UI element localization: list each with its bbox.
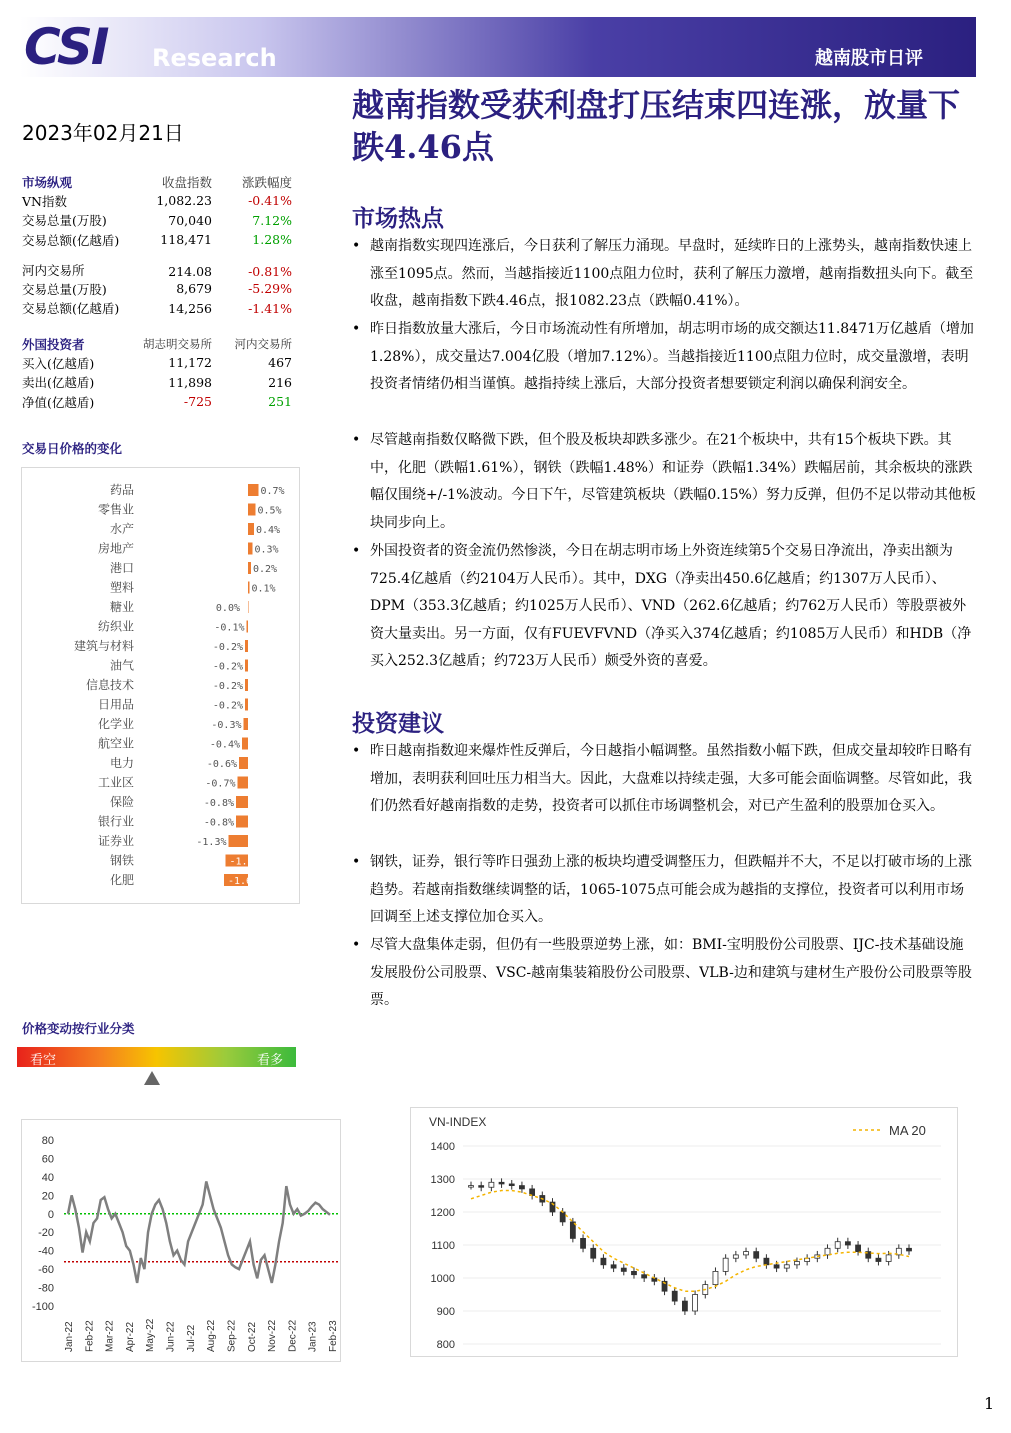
candle-body xyxy=(591,1248,596,1258)
bar-category-label: 航空业 xyxy=(97,736,134,751)
bar-value-label: -1.6% xyxy=(228,876,259,887)
candle-body xyxy=(601,1258,606,1265)
bar-category-label: 钢铁 xyxy=(109,853,134,868)
bar-value-label: 0.3% xyxy=(254,544,279,556)
hot-bullet: • 尽管越南指数仅略微下跌，但个股及板块却跌多涨少。在21个板块中，共有15个板块下跌。其中，化肥（跌幅1.61%），钢铁（跌幅1.48%）和证券（跌幅1.34%）跌幅居前，其余板块的涨跌幅仅围绕+/-1%波动。今日下午，尽管建筑板块（跌幅0.15%）努力反弹，但仍不足以带动其他板块同步向上。 xyxy=(352,427,976,537)
candle-body xyxy=(499,1182,504,1184)
page-number: 1 xyxy=(984,1394,995,1413)
x-tick-label: Mar-22 xyxy=(104,1320,116,1352)
hot-bullet: • 外国投资者的资金流仍然惨淡，今日在胡志明市场上外资连续第5个交易日净流出，净卖出额为725.4亿越盾（约2104万人民币）。其中，DXG（净卖出450.6亿越盾；约1307万人民币）、DPM（353.3亿越盾；约1025万人民币）、VND（262.6亿越盾；约762万人民币）等股票被外资大量卖出。另一方面，仅有FUEVFVND（净买入374亿越盾；约1085万人民币）和HDB（净买入252.3亿越盾；约723万人民币）颇受外资的喜爱。 xyxy=(352,538,976,676)
row-change: -0.81% xyxy=(248,264,292,280)
advice-section-title: 投资建议 xyxy=(352,710,444,737)
bar-value-label: -1.3% xyxy=(196,837,227,848)
y-tick-label: -100 xyxy=(31,1301,54,1313)
y-tick-label: -20 xyxy=(38,1227,54,1240)
bar-category-label: 水产 xyxy=(109,522,134,536)
bar xyxy=(247,621,249,633)
bar-category-label: 化肥 xyxy=(109,873,134,887)
bar xyxy=(245,699,248,711)
bar-value-label: -0.2% xyxy=(212,681,243,692)
bar-category-label: 信息技术 xyxy=(85,678,134,692)
bar xyxy=(245,640,248,652)
candle-body xyxy=(744,1252,749,1255)
bar-value-label: -0.7% xyxy=(205,778,236,790)
bar-category-label: 油气 xyxy=(109,658,134,673)
candle-body xyxy=(509,1184,514,1186)
bar xyxy=(245,679,248,691)
y-tick-label: 1100 xyxy=(431,1240,455,1252)
row-value: 214.08 xyxy=(168,264,212,280)
y-tick-label: -80 xyxy=(38,1282,54,1295)
candle-body xyxy=(835,1242,840,1249)
bar-category-label: 塑料 xyxy=(109,580,134,595)
x-tick-label: Aug-22 xyxy=(206,1319,218,1352)
bar-value-label: 0.5% xyxy=(257,505,282,517)
row-change: 1.28% xyxy=(252,232,292,248)
candle-body xyxy=(672,1291,677,1301)
bar-chart-heading: 交易日价格的变化 xyxy=(22,441,123,456)
bar-value-label: -0.2% xyxy=(212,642,243,653)
x-tick-label: Jan-22 xyxy=(64,1321,75,1352)
bar xyxy=(238,777,249,789)
candle-body xyxy=(723,1258,728,1271)
candle-body xyxy=(519,1186,524,1189)
y-tick-label: 80 xyxy=(41,1135,54,1147)
foreign-header xyxy=(22,334,292,353)
vn-index-chart-frame xyxy=(410,1107,958,1357)
candle-body xyxy=(581,1238,586,1248)
y-tick-label: 60 xyxy=(41,1153,54,1166)
row-value: 118,471 xyxy=(160,232,212,248)
candle-body xyxy=(713,1271,718,1284)
bar-value-label: -0.4% xyxy=(209,739,240,751)
y-tick-label: 1000 xyxy=(430,1273,455,1285)
bearish-label: 看空 xyxy=(30,1053,57,1068)
sentiment-line-chart xyxy=(22,1120,340,1361)
candle-body xyxy=(886,1255,891,1262)
candle-body xyxy=(856,1245,861,1252)
row-hcm: 11,172 xyxy=(168,355,212,371)
bar-category-label: 化学业 xyxy=(97,717,134,731)
row-hn: 467 xyxy=(268,355,292,371)
bar-value-label: 0.1% xyxy=(251,583,276,595)
market-overview-heading: 市场纵观 xyxy=(22,174,73,190)
candle-body xyxy=(560,1212,565,1222)
row-value: 70,040 xyxy=(168,212,212,228)
ma20-line xyxy=(471,1191,909,1292)
row-value: 1,082.23 xyxy=(156,193,212,209)
y-tick-label: 1200 xyxy=(430,1207,455,1219)
market-overview-header xyxy=(22,172,292,191)
bar xyxy=(248,523,254,535)
bar-category-label: 港口 xyxy=(109,561,134,575)
bullish-label: 看多 xyxy=(257,1053,284,1068)
foreign-investors-table xyxy=(22,334,292,411)
bar-category-label: 保险 xyxy=(109,795,134,809)
bar-value-label: 0.7% xyxy=(260,486,285,497)
y-tick-label: 1300 xyxy=(430,1174,455,1186)
candle-body xyxy=(907,1248,912,1251)
bar xyxy=(248,543,253,555)
row-label: 河内交易所 xyxy=(22,263,85,279)
candle-body xyxy=(682,1301,687,1311)
row-value: 8,679 xyxy=(176,281,212,297)
market-overview-row xyxy=(22,211,292,230)
x-tick-label: Nov-22 xyxy=(267,1319,279,1352)
y-tick-label: 1400 xyxy=(430,1141,455,1153)
bar-value-label: -0.6% xyxy=(206,759,237,770)
bar xyxy=(248,601,249,613)
row-change: 7.12% xyxy=(252,212,292,228)
market-overview-row xyxy=(22,191,292,210)
col-close: 收盘指数 xyxy=(161,174,212,190)
report-title: 越南指数受获利盘打压结束四连涨，放量下跌4.46点 xyxy=(352,86,961,166)
x-tick-label: Jul-22 xyxy=(185,1324,197,1352)
bar-value-label: -0.2% xyxy=(212,700,243,712)
candle-body xyxy=(733,1255,738,1258)
x-tick-label: Feb-22 xyxy=(84,1320,96,1352)
bar-category-label: 银行业 xyxy=(97,814,134,829)
y-tick-label: 40 xyxy=(41,1171,54,1184)
market-overview-row xyxy=(22,230,292,249)
row-label: 卖出(亿越盾) xyxy=(22,375,95,391)
report-type: 越南股市日评 xyxy=(815,48,923,69)
report-date: 2023年02月21日 xyxy=(22,121,184,145)
row-change: -1.41% xyxy=(248,300,292,316)
candle-body xyxy=(754,1252,759,1259)
hot-bullet: • 昨日指数放量大涨后，今日市场流动性有所增加，胡志明市场的成交额达11.8471万亿越盾（增加1.28%），成交量达7.004亿股（增加7.12%）。当越指接近1100点阻力位时，成交量激增，表明投资者情绪仍相当谨慎。越指持续上涨后，大部分投资者想要锁定利润以确保利润安全。 xyxy=(352,316,976,399)
y-tick-label: 20 xyxy=(41,1190,54,1203)
foreign-row xyxy=(22,392,292,411)
y-tick-label: 900 xyxy=(436,1306,455,1318)
bar-value-label: 0.0% xyxy=(215,603,240,614)
candle-body xyxy=(469,1186,474,1188)
legend-ma20-label: MA 20 xyxy=(889,1123,926,1138)
bar-value-label: -0.8% xyxy=(203,817,234,829)
col-change: 涨跌幅度 xyxy=(241,174,292,190)
csi-logo: CSI xyxy=(24,18,108,76)
market-overview-row xyxy=(22,249,292,279)
bar xyxy=(236,796,248,808)
foreign-row xyxy=(22,373,292,392)
bar-value-label: -0.2% xyxy=(212,661,243,673)
row-label: 交易总额(亿越盾) xyxy=(22,232,120,248)
vn-index-chart xyxy=(411,1108,957,1356)
market-overview-row xyxy=(22,298,292,317)
bar xyxy=(242,738,248,750)
row-hcm: -725 xyxy=(183,394,212,410)
row-change: -0.41% xyxy=(248,193,292,209)
bar-category-label: 零售业 xyxy=(97,502,134,517)
x-tick-label: Sep-22 xyxy=(226,1319,238,1352)
bar-category-label: 建筑与材料 xyxy=(73,639,134,653)
bar-value-label: -1.5% xyxy=(229,856,260,868)
bar-category-label: 工业区 xyxy=(97,775,134,790)
candle-body xyxy=(845,1242,850,1245)
candle-body xyxy=(611,1265,616,1268)
row-label: 净值(亿越盾) xyxy=(22,394,95,410)
candle-body xyxy=(876,1258,881,1261)
bar-value-label: -0.8% xyxy=(203,798,234,809)
advice-bullet: • 钢铁，证券，银行等昨日强劲上涨的板块均遭受调整压力，但跌幅并不大，不足以打破市场的上涨趋势。若越南指数继续调整的话，1065-1075点可能会成为越指的支撑位，投资者可以利用市场回调至上述支撑位加仓买入。 xyxy=(352,849,976,932)
x-tick-label: Feb-23 xyxy=(328,1320,339,1352)
bar-value-label: -0.1% xyxy=(214,622,245,634)
bar xyxy=(245,660,248,672)
sentiment-gradient-bar xyxy=(17,1047,296,1067)
x-tick-label: Apr-22 xyxy=(124,1321,136,1352)
row-label: 交易总量(万股) xyxy=(22,281,107,297)
bar-value-label: 0.4% xyxy=(256,525,281,536)
row-label: 交易总额(亿越盾) xyxy=(22,301,120,317)
bar xyxy=(248,582,250,594)
x-tick-label: Jan-23 xyxy=(307,1321,319,1352)
hot-section-title: 市场热点 xyxy=(352,205,444,232)
bar-category-label: 电力 xyxy=(109,756,134,770)
x-tick-label: Oct-22 xyxy=(246,1321,258,1352)
candle-body xyxy=(631,1271,636,1274)
sentiment-pointer-icon xyxy=(144,1071,160,1085)
y-tick-label: -40 xyxy=(38,1245,54,1258)
bar xyxy=(236,816,248,828)
foreign-row xyxy=(22,353,292,372)
sentiment-line-chart-frame xyxy=(21,1119,341,1362)
logo-research-text: Research xyxy=(152,44,277,72)
market-overview-row xyxy=(22,279,292,298)
row-label: VN指数 xyxy=(22,193,67,209)
x-tick-label: May-22 xyxy=(145,1318,157,1352)
col-hn: 河内交易所 xyxy=(234,336,292,351)
x-tick-label: Dec-22 xyxy=(287,1319,299,1352)
chart-title: VN-INDEX xyxy=(429,1115,487,1129)
bar xyxy=(229,835,249,847)
bar xyxy=(248,484,259,496)
row-label: 买入(亿越盾) xyxy=(22,355,95,371)
foreign-heading: 外国投资者 xyxy=(22,336,85,352)
candle-body xyxy=(794,1262,799,1265)
row-label: 交易总量(万股) xyxy=(22,213,107,229)
candle-body xyxy=(621,1268,626,1271)
bar-value-label: -0.3% xyxy=(211,720,242,731)
y-tick-label: 0 xyxy=(47,1208,54,1221)
bar-value-label: 0.2% xyxy=(253,564,278,575)
col-hcm: 胡志明交易所 xyxy=(143,336,212,351)
bar-category-label: 纺织业 xyxy=(97,619,134,634)
bar xyxy=(248,504,256,516)
bar-category-label: 糖业 xyxy=(109,600,134,614)
x-tick-label: Jun-22 xyxy=(165,1321,177,1352)
advice-bullet: • 尽管大盘集体走弱，但仍有一些股票逆势上涨，如：BMI-宝明股份公司股票、IJC-技术基础设施发展股份公司股票、VSC-越南集装箱股份公司股票、VLB-边和建筑与建材生产股份公司股票等股票。 xyxy=(352,932,976,1015)
row-value: 14,256 xyxy=(168,300,212,316)
advice-bullet: • 昨日越南指数迎来爆炸性反弹后，今日越指小幅调整。虽然指数小幅下跌，但成交量却较昨日略有增加，表明获利回吐压力相当大。因此，大盘难以持续走强，大多可能会面临调整。尽管如此，我们仍然看好越南指数的走势，投资者可以抓住市场调整机会，对已产生盈利的股票加仓买入。 xyxy=(352,738,976,821)
candle-body xyxy=(693,1295,698,1312)
candle-body xyxy=(479,1186,484,1188)
bar xyxy=(244,718,249,730)
bar xyxy=(248,562,251,574)
bar-category-label: 日用品 xyxy=(97,697,134,712)
market-overview-table xyxy=(22,172,292,318)
candle-body xyxy=(489,1182,494,1187)
row-hn: 251 xyxy=(268,394,292,410)
bar-category-label: 药品 xyxy=(109,483,134,497)
sector-change-chart-frame xyxy=(21,467,300,904)
candle-body xyxy=(784,1265,789,1268)
row-hcm: 11,898 xyxy=(168,374,212,390)
sector-change-chart xyxy=(22,468,299,903)
y-tick-label: -60 xyxy=(38,1264,54,1277)
row-change: -5.29% xyxy=(248,281,292,297)
sentiment-series-line xyxy=(68,1182,330,1283)
candle-body xyxy=(642,1275,647,1278)
y-tick-label: 800 xyxy=(436,1339,455,1351)
bar-category-label: 证券业 xyxy=(97,834,134,848)
heat-heading: 价格变动按行业分类 xyxy=(22,1021,135,1036)
candle-body xyxy=(764,1258,769,1265)
bar xyxy=(239,757,248,769)
hot-bullet: • 越南指数实现四连涨后，今日获利了解压力涌现。早盘时，延续昨日的上涨势头，越南指数快速上涨至1095点。然而，当越指接近1100点阻力位时，获利了解压力激增，越南指数扭头向下。截至收盘，越南指数下跌4.46点，报1082.23点（跌幅0.41%）。 xyxy=(352,233,976,316)
candle-body xyxy=(774,1265,779,1268)
row-hn: 216 xyxy=(268,374,292,390)
bar-category-label: 房地产 xyxy=(97,541,134,556)
